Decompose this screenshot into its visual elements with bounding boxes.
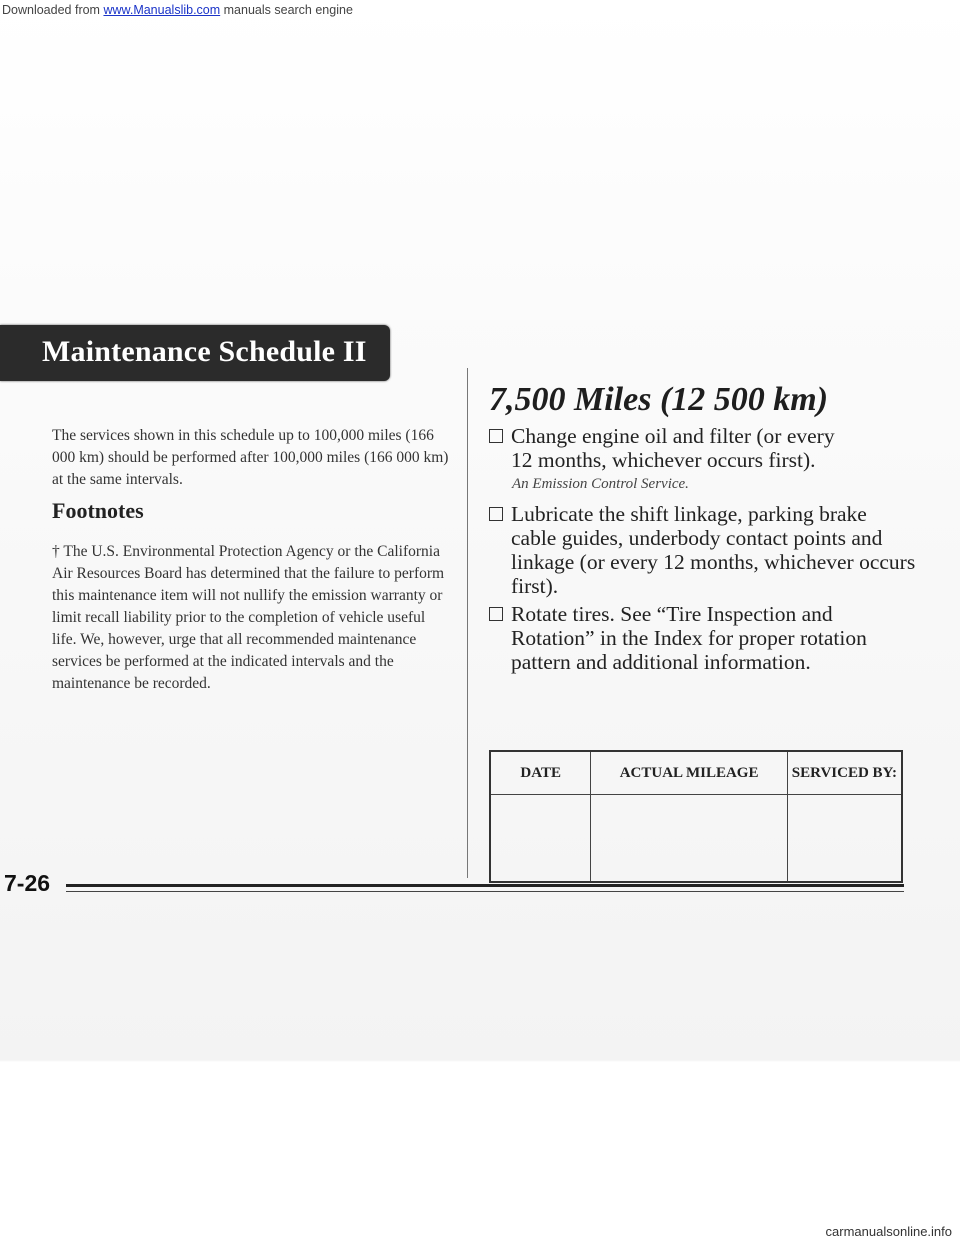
footnote-text: † The U.S. Environmental Protection Agency or the California Air Resources Board has determined that the failure to perform this maintenance item will not nullify the emission warranty or limit recall liability prior to the completion of vehicle useful life. We, however, urge that all recommended maintenance services be performed at the indicated intervals and the maintenance be recorded. — [52, 543, 445, 692]
footnotes-heading: Footnotes — [52, 498, 144, 523]
table-row — [490, 795, 902, 883]
emission-note: An Emission Control Service. — [512, 476, 689, 492]
manualslib-link[interactable]: www.Manualslib.com — [103, 3, 221, 17]
intro-paragraph: The services shown in this schedule up to 100,000 miles (166 000 km) should be performed after 100,000 miles (166 000 km) at the same intervals. — [52, 427, 449, 488]
download-suffix: manuals search engine — [220, 3, 353, 17]
task-line-1: Change engine oil and filter (or every — [511, 424, 835, 448]
task-line-1: Lubricate the shift linkage, parking brake — [511, 502, 867, 526]
download-prefix: Downloaded from — [2, 3, 104, 17]
column-divider — [467, 368, 468, 878]
table-header-row — [490, 751, 902, 795]
task-line-1: Rotate tires. See “Tire Inspection and — [511, 602, 833, 626]
task-line-rest: cable guides, underbody contact points and linkage (or every 12 months, whichever occurs first). — [511, 526, 916, 598]
mileage-heading: 7,500 Miles (12 500 km) — [489, 381, 829, 418]
section-header-bar — [0, 325, 390, 381]
watermark-text: carmanualsonline.info — [825, 1224, 952, 1239]
task-item-rotate-tires — [489, 602, 919, 674]
task-item-oil-change — [489, 424, 919, 472]
column-header-date: DATE — [490, 751, 591, 795]
checkbox-icon[interactable] — [489, 507, 503, 521]
task-line-rest: Rotation” in the Index for proper rotation pattern and additional information. — [511, 626, 867, 674]
serviced-by-cell[interactable] — [787, 795, 902, 883]
footer-rule-thin — [66, 891, 904, 892]
task-line-rest: 12 months, whichever occurs first). — [511, 448, 816, 472]
footer-rule-thick — [66, 884, 904, 887]
column-header-serviced-by: SERVICED BY: — [787, 751, 902, 795]
date-cell[interactable] — [490, 795, 591, 883]
mileage-cell[interactable] — [591, 795, 787, 883]
page-number: 7-26 — [4, 870, 51, 896]
checkbox-icon[interactable] — [489, 429, 503, 443]
section-title: Maintenance Schedule II — [42, 335, 367, 368]
service-log-table — [489, 750, 903, 883]
task-item-lubricate — [489, 502, 919, 598]
download-banner — [2, 3, 353, 17]
checkbox-icon[interactable] — [489, 607, 503, 621]
column-header-mileage: ACTUAL MILEAGE — [591, 751, 787, 795]
